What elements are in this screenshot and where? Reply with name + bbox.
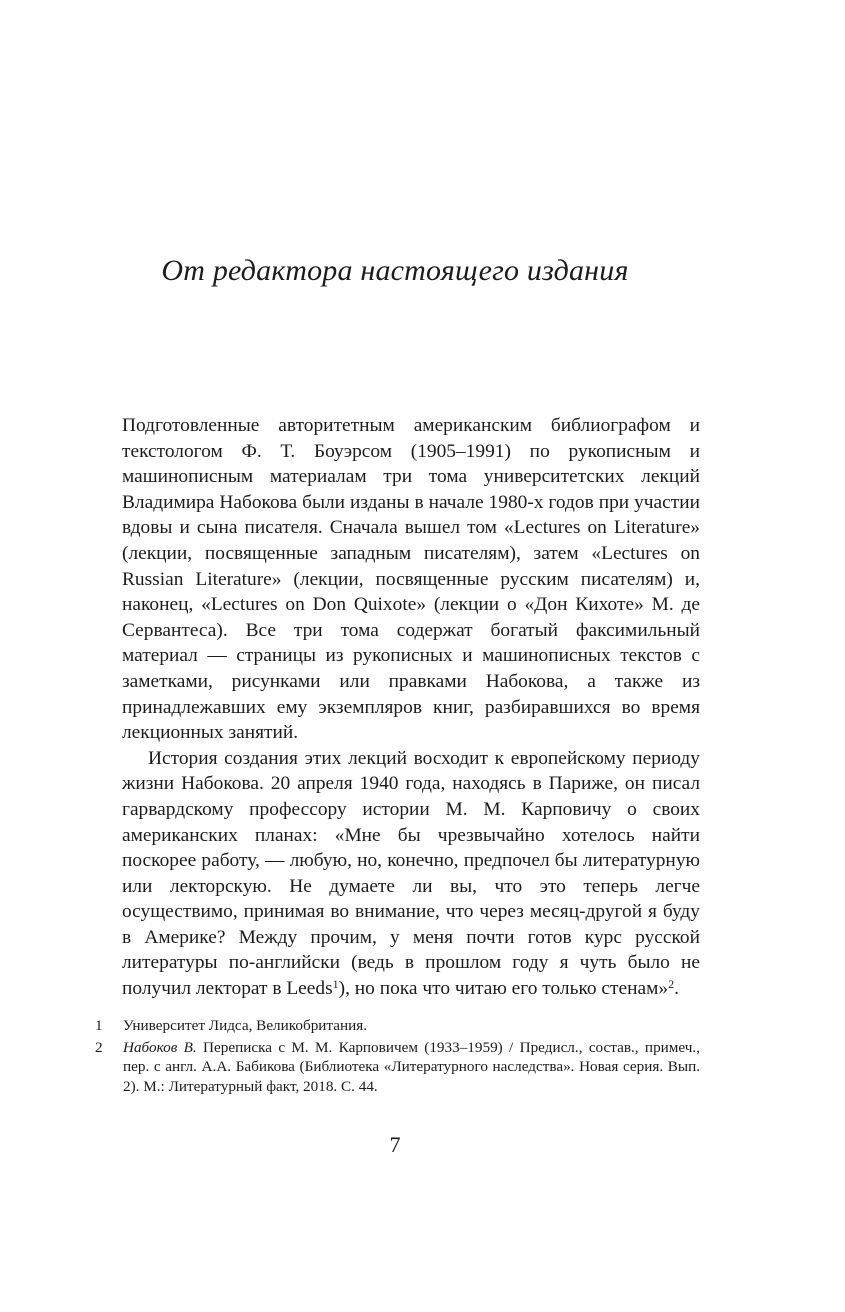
paragraph-2-text: История создания этих лекций восходит к европейскому периоду жизни Набокова. 20 апреля 1940 года, находясь в Париже, он писал гарвардскому профессору истории М. М. Карповичу о своих американских планах: «Мне бы чрезвычайно хотелось найти поскорее работу, — любую, но, конечно, предпочел бы литературную или лекторскую. Не думаете ли вы, что это теперь легче осуществимо, принимая во внимание, что через месяц-другой я буду в Америке? Между прочим, у меня почти готов курс русской литературы по-английски (ведь в прошлом году я чуть было не получил лекторат в Leeds <box>122 747 700 1000</box>
footnote-number: 2 <box>95 1038 103 1056</box>
chapter-title: От редактора настоящего издания <box>161 254 629 287</box>
footnote-2 <box>95 1038 700 1097</box>
footnote-ref-1: 1 <box>332 977 339 992</box>
paragraph-1 <box>122 413 700 746</box>
paragraph-2 <box>122 746 700 1002</box>
paragraph-2-text-cont: ), но пока что читаю его только стенам» <box>338 978 669 1000</box>
footnote-1 <box>95 1016 700 1036</box>
page-number: 7 <box>389 1132 401 1157</box>
body-text <box>122 413 700 1002</box>
paragraph-1-text: Подготовленные авторитетным американским библиографом и текстологом Ф. Т. Боуэрсом (1905–1991) по рукописным и машинописным материалам три тома университетских лекций Владимира Набокова были изданы в начале 1980-х годов при участии вдовы и сына писателя. Сначала вышел том «Lectures on Literature» (лекции, посвященные западным писателям), затем «Lectures on Russian Literature» (лекции, посвященные русским писателям) и, наконец, «Lectures on Don Quixote» (лекции о «Дон Кихоте» М. де Сервантеса). Все три тома содержат богатый факсимильный материал — страницы из рукописных и машинописных текстов с заметками, рисунками или правками Набокова, а также из принадлежавших ему экземпляров книг, разбиравшихся во время лекционных занятий. <box>122 415 700 744</box>
footnote-author: Набоков В. <box>123 1038 197 1056</box>
footnotes <box>95 1016 700 1098</box>
footnote-text: Университет Лидса, Великобритания. <box>123 1017 368 1034</box>
footnote-number: 1 <box>95 1017 103 1034</box>
footnote-ref-2: 2 <box>668 977 675 992</box>
paragraph-2-end: . <box>674 978 679 1000</box>
footnote-text: Переписка с М. М. Карповичем (1933–1959) / Предисл., состав., примеч., пер. с англ. А.А. Бабикова (Библиотека «Литературного наследства». Новая серия. Вып. 2). М.: Литературный факт, 2018. С. 44. <box>123 1038 700 1095</box>
